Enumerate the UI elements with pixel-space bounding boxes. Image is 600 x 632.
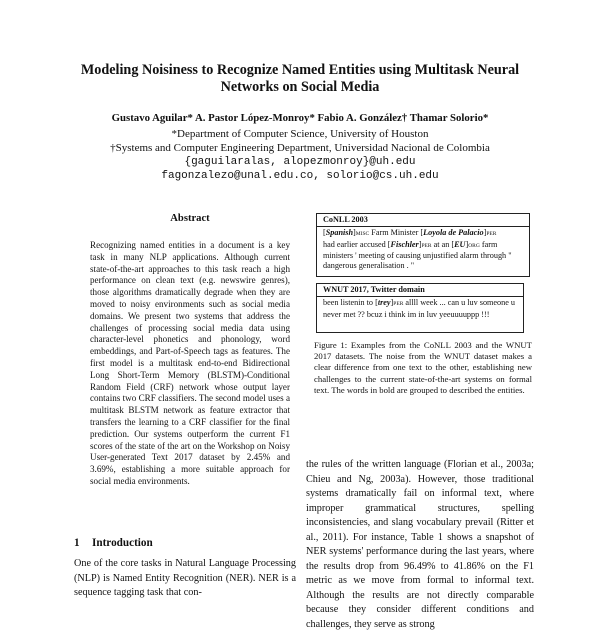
entity: Spanish	[325, 228, 354, 238]
text: been listenin to	[323, 298, 376, 308]
entity-tag: PER	[393, 301, 404, 308]
wnut-text: been listenin to [trey]PER allll week ... can u luv someone u never met ?? bcuz i think im in luv yeeuuuuppp !!!	[323, 298, 516, 319]
wnut-header: WNUT 2017, Twitter domain	[317, 284, 523, 297]
text: at an	[431, 239, 452, 249]
figure-conll-box	[316, 213, 530, 277]
affiliation-colombia: †Systems and Computer Engineering Department, Universidad Nacional de Colombia	[110, 142, 490, 154]
intro-paragraph: One of the core tasks in Natural Language Processing (NLP) is Named Entity Recognition (NER). NER is a sequence tagging task that con-	[74, 558, 296, 598]
text: had earlier accused	[323, 239, 388, 249]
section-number: 1	[74, 537, 80, 549]
paper-title: Modeling Noisiness to Recognize Named Entities using Multitask Neural Networks on Social Media	[80, 62, 520, 95]
entity: Loyola de Palacio	[423, 228, 484, 238]
abstract-text: Recognizing named entities in a document is a key task in many NLP applications. Although current state-of-the-art approaches to this task reach a high performance on clean text (e.g. newswire genres), those algorithms dramatically degrade when they are moved to noisy environments such as social media domains. We present two systems that address the challenges of processing social media data using character-level phonetics and phonology, word embeddings, and Part-of-Speech tags as features. The first model is a multitask end-to-end Bidirectional Long Short-Term Memory (BLSTM)-Conditional Random Field (CRF) network whose output layer contains two CRF classifiers. The second model uses a multitask BLSTM network as feature extractor that transfers the learning to a CRF classifier for the final prediction. Our systems outperform the current F1 scores of the state of the art on the Workshop on Noisy User-generated Text 2017 dataset by 2.45% and 3.69%, establishing a more suitable approach for social media environments.	[90, 240, 290, 486]
affiliation-houston: *Department of Computer Science, University of Houston	[171, 128, 429, 140]
author-list: Gustavo Aguilar* A. Pastor López-Monroy* Fabio A. González† Thamar Solorio*	[111, 112, 489, 124]
section-heading	[74, 537, 153, 549]
right-column-paragraph: the rules of the written language (Florian et al., 2003a; Chieu and Ng, 2003a). However, those traditional systems dramatically fail on informal text, where improper grammatical structures, spelling inconsistencies, and slang vocabulary prevail (Ritter et al., 2011). For instance, Table 1 shows a snapshot of NER systems' performance during the last years, where the results drop from 96.49% to 41.86% on the F1 metric as we move from formal to informal text. Although the results are not directly comparable because they consider different conditions and challenges, they serve as strong	[306, 459, 534, 630]
entity-tag: PER	[421, 242, 432, 249]
conll-header: CoNLL 2003	[317, 214, 529, 227]
figure-caption: Figure 1: Examples from the CoNLL 2003 and the WNUT 2017 datasets. The noise from the WNUT dataset makes a clear difference from one text to the other, establishing new challenges to the current state-of-the-art systems on formal text. The words in bold are grouped to described the entities.	[314, 340, 532, 395]
text: farm ministers ' meeting of causing unjustified alarm through " dangerous generalisation . "	[323, 239, 512, 271]
section-title: Introduction	[92, 537, 153, 549]
entity-tag: ORG	[468, 242, 480, 249]
email-line-1: {gaguilaralas, alopezmonroy}@uh.edu	[184, 156, 416, 168]
email-line-2: fagonzalezo@unal.edu.co, solorio@cs.uh.edu	[161, 170, 439, 182]
abstract-heading: Abstract	[170, 213, 210, 224]
entity: EU	[454, 239, 466, 249]
entity-tag: PER	[486, 231, 497, 238]
entity: Fischler	[390, 239, 419, 249]
figure-wnut-box	[316, 283, 524, 333]
conll-text: [Spanish]MISC Farm Minister [Loyola de Palacio]PER had earlier accused [Fischler]PER at an [EU]ORG farm ministers ' meeting of causing unjustified alarm through " dangerous generalisation . "	[323, 228, 512, 271]
entity-tag: MISC	[355, 231, 370, 238]
text: allll week ... can u luv someone u never met ?? bcuz i think im in luv yeeuuuuppp !!!	[323, 298, 516, 319]
entity: trey	[377, 298, 391, 308]
text: Farm Minister	[369, 228, 421, 238]
